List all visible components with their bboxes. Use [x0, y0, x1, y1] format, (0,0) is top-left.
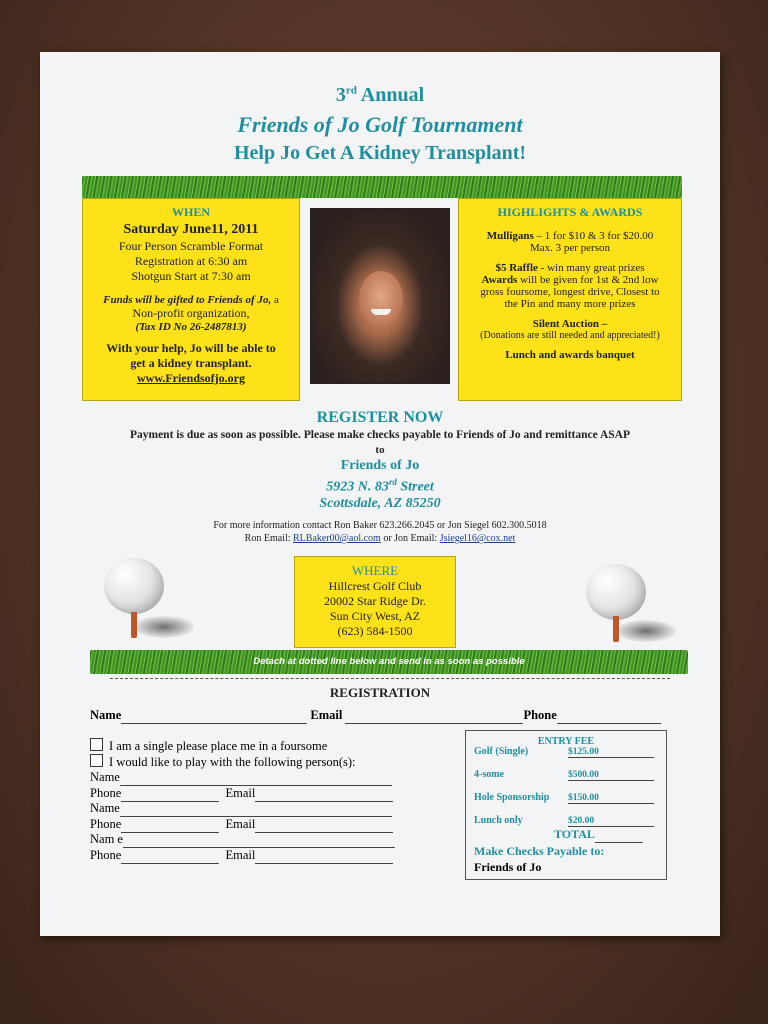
- mulligans-line: Mulligans – 1 for $10 & 3 for $20.00: [486, 230, 654, 242]
- registration-heading: REGISTRATION: [329, 685, 431, 700]
- ordinal-number: 3: [335, 84, 346, 106]
- player-row: [90, 832, 410, 848]
- ordinal-suffix: rd: [345, 84, 357, 97]
- player-row: [90, 848, 410, 864]
- golf-ball-left-icon: [104, 558, 164, 614]
- player-row-label: Phone: [90, 816, 122, 831]
- mail-city: Scottsdale, AZ 85250: [319, 496, 441, 511]
- event-format: Four Person Scramble Format: [118, 239, 264, 253]
- single-checkbox[interactable]: [90, 738, 103, 751]
- shotgun-start: Shotgun Start at 7:30 am: [131, 269, 251, 283]
- player-name-field[interactable]: [120, 801, 392, 817]
- email-contacts: [40, 533, 720, 544]
- player-row: [90, 786, 410, 802]
- player-email-field[interactable]: [255, 848, 393, 864]
- when-heading: WHEN: [171, 205, 210, 219]
- email-label: Email: [310, 708, 343, 722]
- silent-auction: Silent Auction –: [532, 318, 608, 330]
- event-date: Saturday June11, 2011: [123, 222, 259, 237]
- player-email-label: Email: [225, 847, 256, 862]
- name-label: Name: [90, 708, 122, 722]
- player-name-field[interactable]: [123, 832, 395, 848]
- player-row-label: Name: [90, 801, 120, 815]
- mail-street: 5923 N. 83rd Street: [326, 477, 434, 495]
- highlights-heading: HIGHLIGHTS & AWARDS: [497, 205, 643, 219]
- player-phone-field[interactable]: [121, 786, 219, 802]
- ron-email-label: Ron Email:: [244, 533, 291, 544]
- fee-label: Golf (Single): [474, 746, 529, 757]
- fee-price: $20.00: [568, 816, 654, 827]
- payment-note: Payment is due as soon as possible. Please make checks payable to Friends of Jo and remittance ASAP: [129, 429, 631, 441]
- registration-time: Registration at 6:30 am: [134, 254, 248, 268]
- grass-banner-bottom: [90, 650, 688, 674]
- donations-note: (Donations are still needed and appreciated!): [480, 330, 660, 341]
- total-label: TOTAL: [554, 827, 643, 843]
- player-row-label: Phone: [90, 785, 122, 800]
- group-option-label: I would like to play with the following person(s):: [109, 755, 356, 769]
- phone-field[interactable]: [557, 708, 661, 724]
- help-line2: get a kidney transplant.: [130, 356, 252, 370]
- contact-info: For more information contact Ron Baker 623.266.2045 or Jon Siegel 602.300.5018: [213, 520, 547, 531]
- funds-line2: Non-profit organization,: [132, 306, 250, 320]
- fee-row: [474, 769, 660, 781]
- flyer-page: [40, 52, 720, 936]
- help-line1: With your help, Jo will be able to: [106, 341, 276, 355]
- awards-line3: the Pin and many more prizes: [504, 298, 636, 310]
- awards-line2: gross foursome, longest drive, Closest to: [480, 286, 660, 298]
- total-field[interactable]: [595, 827, 643, 843]
- player-email-label: Email: [225, 785, 256, 800]
- player-row-label: Phone: [90, 847, 122, 862]
- payee: Friends of Jo: [474, 860, 542, 874]
- annual-label: Annual: [360, 84, 425, 106]
- website-link[interactable]: www.Friendsofjo.org: [137, 371, 245, 385]
- fee-label: Hole Sponsorship: [474, 792, 550, 803]
- name-field[interactable]: [121, 708, 307, 724]
- where-heading: WHERE: [351, 563, 399, 578]
- player-row: [90, 801, 410, 817]
- single-option-row[interactable]: [90, 738, 327, 754]
- entry-fee-box: [465, 730, 667, 880]
- fee-row: [474, 815, 660, 827]
- primary-contact-row: [90, 708, 690, 724]
- player-row-label: Nam e: [90, 832, 123, 846]
- player-name-field[interactable]: [120, 770, 392, 786]
- tagline: Help Jo Get A Kidney Transplant!: [233, 142, 527, 164]
- player-rows: [90, 770, 410, 863]
- smile-shape: [371, 309, 391, 315]
- fee-price: $125.00: [568, 747, 654, 758]
- mail-org: Friends of Jo: [340, 458, 420, 473]
- annual-heading: [40, 84, 720, 107]
- player-row: [90, 817, 410, 833]
- fee-price: $500.00: [568, 770, 654, 781]
- player-email-field[interactable]: [255, 786, 393, 802]
- golf-ball-right-icon: [586, 564, 646, 620]
- ron-email-link[interactable]: RLBaker00@aol.com: [293, 533, 381, 544]
- when-box: [82, 198, 300, 401]
- funds-line1: Funds will be gifted to Friends of Jo, a: [103, 294, 279, 306]
- fee-price: $150.00: [568, 793, 654, 804]
- email-field[interactable]: [345, 708, 523, 724]
- register-heading: REGISTER NOW: [316, 409, 444, 426]
- player-row-label: Name: [90, 770, 120, 784]
- face-shape: [359, 271, 403, 327]
- lunch-banquet: Lunch and awards banquet: [505, 349, 635, 361]
- player-row: [90, 770, 410, 786]
- mulligans-max: Max. 3 per person: [529, 242, 611, 254]
- detach-note: Detach at dotted line below and send in as soon as possible: [253, 656, 525, 667]
- club-name: Hillcrest Golf Club: [328, 579, 422, 593]
- group-checkbox[interactable]: [90, 754, 103, 767]
- highlights-box: [458, 198, 682, 401]
- jo-photo: [310, 208, 450, 384]
- where-box: [294, 556, 456, 648]
- detach-line: [110, 678, 670, 679]
- fee-row: [474, 792, 660, 804]
- player-phone-field[interactable]: [121, 817, 219, 833]
- awards-line: Awards will be given for 1st & 2nd low: [481, 274, 659, 286]
- jon-email-link[interactable]: Jsiegel16@cox.net: [439, 533, 516, 544]
- tax-id: (Tax ID No 26-2487813): [135, 321, 247, 333]
- checks-payable: Make Checks Payable to:: [474, 844, 605, 858]
- club-phone: (623) 584-1500: [337, 624, 413, 638]
- entry-fee-heading: ENTRY FEE: [537, 736, 595, 747]
- phone-label: Phone: [523, 708, 557, 722]
- raffle-line: $5 Raffle - win many great prizes: [495, 262, 645, 274]
- to-label: to: [375, 444, 385, 456]
- fee-label: Lunch only: [474, 815, 523, 826]
- player-email-field[interactable]: [255, 817, 393, 833]
- fee-label: 4-some: [474, 769, 504, 780]
- tournament-name: Friends of Jo Golf Tournament: [237, 112, 523, 137]
- group-option-row[interactable]: [90, 754, 356, 770]
- club-street: 20002 Star Ridge Dr.: [324, 594, 426, 608]
- player-email-label: Email: [225, 816, 256, 831]
- jon-email-label: or Jon Email:: [380, 533, 438, 544]
- single-option-label: I am a single please place me in a foursome: [109, 739, 328, 753]
- club-city: Sun City West, AZ: [329, 609, 421, 623]
- grass-banner-top: [82, 176, 682, 198]
- fee-row: [474, 746, 660, 758]
- player-phone-field[interactable]: [121, 848, 219, 864]
